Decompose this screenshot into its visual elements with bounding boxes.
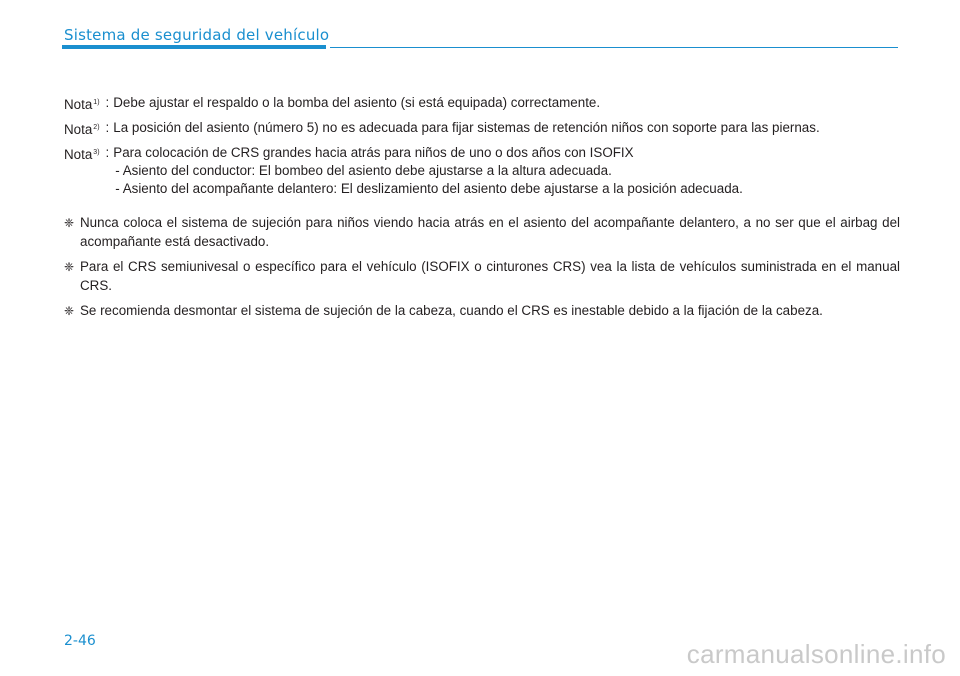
note-label-text: Nota	[64, 122, 93, 137]
note-separator: :	[105, 95, 110, 110]
bullet-item	[64, 214, 900, 251]
notes-list	[64, 94, 900, 203]
note-sub-item-passenger: - Asiento del acompañante delantero: El deslizamiento del asiento debe ajustarse a la posición adecuada.	[115, 181, 743, 196]
note-text: Para colocación de CRS grandes hacia atrás para niños de uno o dos años con ISOFIX	[113, 145, 634, 160]
note-2	[64, 119, 900, 139]
bullet-list	[64, 214, 900, 328]
note-3	[64, 144, 900, 198]
bullet-text: Se recomienda desmontar el sistema de sujeción de la cabeza, cuando el CRS es inestable debido a la fijación de la cabeza.	[80, 303, 823, 318]
bullet-star-icon: ❈	[64, 260, 75, 274]
bullet-item	[64, 302, 900, 321]
note-sub-item-driver: - Asiento del conductor: El bombeo del asiento debe ajustarse a la altura adecuada.	[115, 163, 612, 178]
header-rule	[330, 47, 898, 48]
header-accent-bar	[62, 45, 326, 49]
page-number: 2-46	[64, 633, 96, 649]
note-marker: 3)	[93, 149, 100, 156]
note-1	[64, 94, 900, 114]
note-label-text: Nota	[64, 97, 93, 112]
bullet-text: Nunca coloca el sistema de sujeción para niños viendo hacia atrás en el asiento del acompañante delantero, a no ser que el airbag del acompañante está desactivado.	[80, 215, 900, 249]
note-label-text: Nota	[64, 147, 93, 162]
note-separator: :	[105, 145, 110, 160]
bullet-star-icon: ❈	[64, 216, 75, 230]
note-marker: 1)	[93, 99, 100, 106]
note-marker: 2)	[93, 124, 100, 131]
note-label	[64, 119, 100, 139]
note-label	[64, 94, 100, 114]
note-separator: :	[105, 120, 110, 135]
watermark: carmanualsonline.info	[686, 639, 946, 669]
bullet-star-icon: ❈	[64, 304, 75, 318]
bullet-item	[64, 258, 900, 295]
note-text: Debe ajustar el respaldo o la bomba del asiento (si está equipada) correctamente.	[113, 95, 601, 110]
note-label	[64, 144, 100, 198]
section-title: Sistema de seguridad del vehículo	[64, 26, 330, 44]
note-body	[113, 144, 900, 198]
bullet-text: Para el CRS semiunivesal o específico para el vehículo (ISOFIX o cinturones CRS) vea la lista de vehículos suministrada en el manual CRS.	[80, 259, 900, 293]
note-text: La posición del asiento (número 5) no es adecuada para fijar sistemas de retención niños con soporte para las piernas.	[113, 120, 820, 135]
